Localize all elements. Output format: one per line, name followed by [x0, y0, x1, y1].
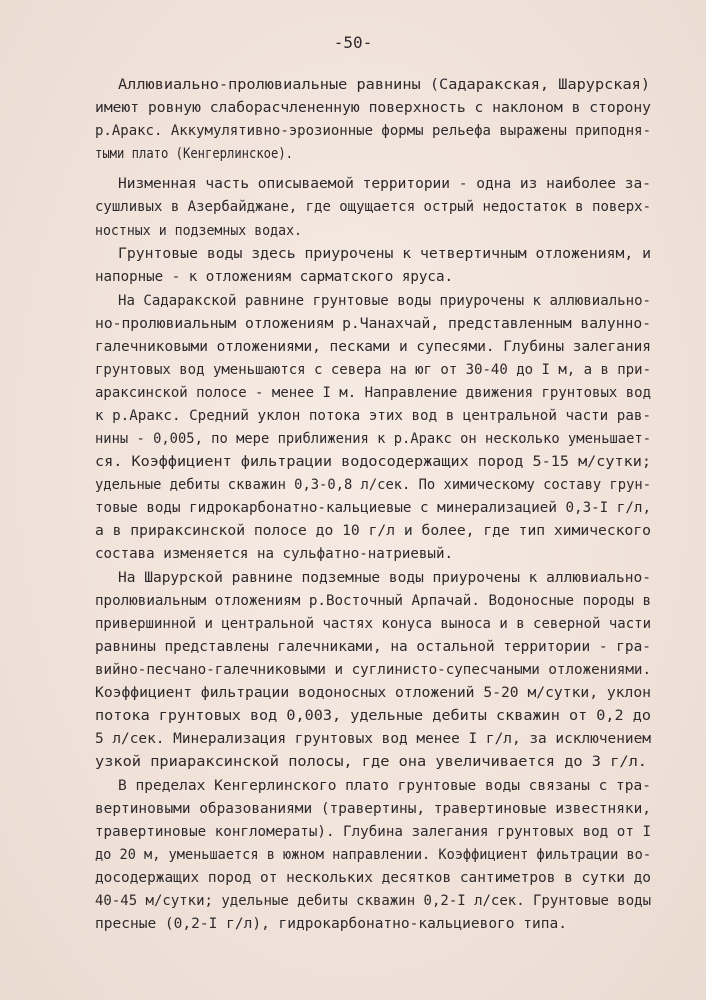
text-line: пресные (0,2-I г/л), гидрокарбонатно-кальциевого типа.	[95, 915, 567, 932]
page-number: -50-	[333, 33, 373, 52]
text-line: пролювиальным отложениям р.Восточный Арпачай. Водоносные породы в	[95, 592, 651, 609]
text-line: 40-45 м/сутки; удельные дебиты скважин 0,2-I л/сек. Грунтовые воды	[95, 892, 651, 909]
text-line: состава изменяется на сульфатно-натриевый.	[95, 545, 453, 562]
text-line: сушливых в Азербайджане, где ощущается острый недостаток в поверх-	[95, 198, 651, 215]
text-line: вертиновыми образованиями (травертины, травертиновые известняки,	[95, 800, 651, 817]
text-line: напорные - к отложениям сарматского яруса.	[95, 268, 453, 285]
text-line: досодержащих пород от нескольких десятков сантиметров в сутки до	[95, 869, 651, 886]
text-line: ностных и подземных водах.	[95, 222, 302, 239]
text-line: Аллювиально-пролювиальные равнины (Садаракская, Шарурская)	[118, 76, 650, 93]
text-line: потока грунтовых вод 0,003, удельные дебиты скважин от 0,2 до	[95, 707, 651, 724]
text-line: имеют ровную слаборасчлененную поверхность с наклоном в сторону	[95, 99, 651, 116]
text-line: к р.Аракс. Средний уклон потока этих вод в центральной части рав-	[95, 407, 651, 424]
text-line: галечниковыми отложениями, песками и супесями. Глубины залегания	[95, 338, 651, 355]
text-line: Грунтовые воды здесь приурочены к четвертичным отложениям, и	[118, 245, 651, 262]
text-line: На Садаракской равнине грунтовые воды приурочены к аллювиально-	[118, 292, 651, 309]
text-line: 5 л/сек. Минерализация грунтовых вод менее I г/л, за исключением	[95, 730, 651, 747]
text-line: араксинской полосе - менее I м. Направление движения грунтовых вод	[95, 384, 651, 401]
text-line: до 20 м, уменьшается в южном направлении. Коэффициент фильтрации во-	[95, 846, 651, 863]
text-line: травертиновые конгломераты). Глубина залегания грунтовых вод от I	[95, 823, 651, 840]
text-line: грунтовых вод уменьшаются с севера на юг от 30-40 до I м, а в при-	[95, 361, 651, 378]
text-line: но-пролювиальным отложениям р.Чанахчай, представленным валунно-	[95, 315, 651, 332]
text-line: вийно-песчано-галечниковыми и суглинисто-супесчаными отложениями.	[95, 661, 651, 678]
text-line: а в прираксинской полосе до 10 г/л и более, где тип химического	[95, 522, 651, 539]
text-line: товые воды гидрокарбонатно-кальциевые с минерализацией 0,3-I г/л,	[95, 499, 651, 516]
text-line: Коэффициент фильтрации водоносных отложений 5-20 м/сутки, уклон	[95, 684, 651, 701]
text-line: На Шарурской равнине подземные воды приурочены к аллювиально-	[118, 569, 651, 586]
text-line: р.Аракс. Аккумулятивно-эрозионные формы рельефа выражены приподня-	[95, 122, 651, 139]
text-line: нины - 0,005, по мере приближения к р.Аракс он несколько уменьшает-	[95, 430, 651, 447]
text-line: привершинной и центральной частях конуса выноса и в северной части	[95, 615, 651, 632]
text-line: узкой приараксинской полосы, где она увеличивается до 3 г/л.	[95, 753, 647, 770]
text-line: ся. Коэффициент фильтрации водосодержащих пород 5-15 м/сутки;	[95, 453, 651, 470]
text-line: В пределах Кенгерлинского плато грунтовые воды связаны с тра-	[118, 777, 651, 794]
text-line: равнины представлены галечниками, на остальной территории - гра-	[95, 638, 651, 655]
text-line: Низменная часть описываемой территории - одна из наиболее за-	[118, 175, 651, 192]
text-line: тыми плато (Кенгерлинское).	[95, 145, 293, 162]
text-line: удельные дебиты скважин 0,3-0,8 л/сек. По химическому составу грун-	[95, 476, 651, 493]
